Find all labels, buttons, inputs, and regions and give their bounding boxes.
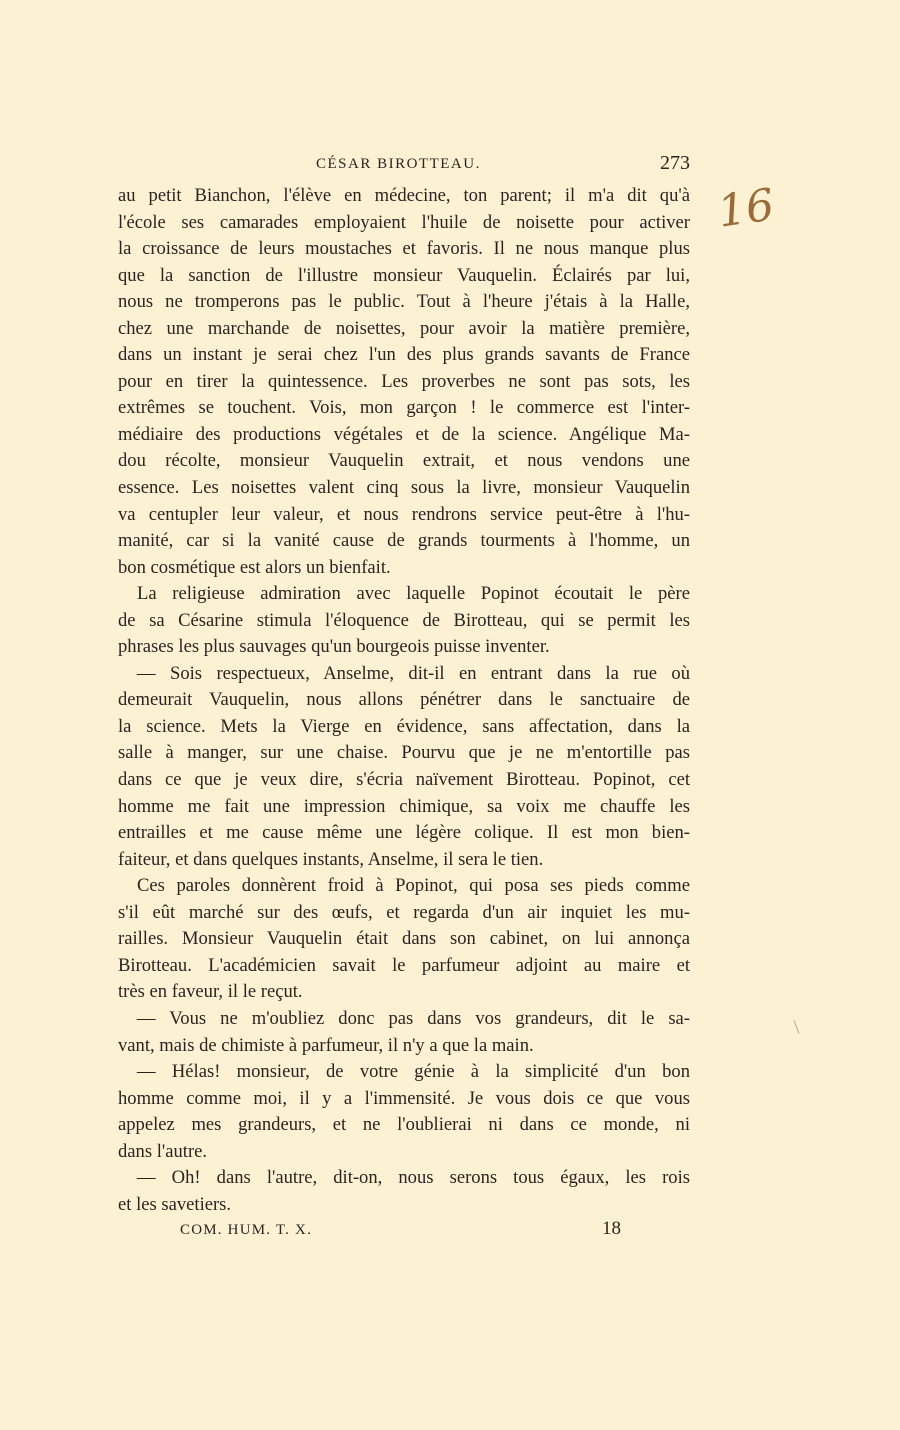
page-number: 273: [660, 152, 690, 174]
running-title: CÉSAR BIROTTEAU.: [316, 156, 481, 172]
text-line: dans l'autre.: [118, 1140, 208, 1162]
page-body-text: [118, 183, 690, 1218]
page-header: [118, 152, 690, 178]
text-line: homme me fait une impression chimique, sa voix me chauffe les: [118, 795, 690, 817]
sheet-number: 18: [602, 1218, 621, 1239]
text-line: vant, mais de chimiste à parfumeur, il n'y a que la main.: [118, 1034, 534, 1056]
text-line: Ces paroles donnèrent froid à Popinot, qui posa ses pieds comme: [137, 875, 690, 897]
text-line: La religieuse admiration avec laquelle Popinot écoutait le père: [137, 583, 690, 605]
text-line: médiaire des productions végétales et de la science. Angélique Ma-: [118, 423, 690, 445]
text-line: appelez mes grandeurs, et ne l'oublierai ni dans ce monde, ni: [118, 1114, 690, 1136]
text-line: — Hélas! monsieur, de votre génie à la simplicité d'un bon: [137, 1061, 690, 1083]
text-line: dou récolte, monsieur Vauquelin extrait, et nous vendons une: [118, 450, 690, 472]
signature-mark: COM. HUM. T. X.: [180, 1222, 313, 1238]
text-line: au petit Bianchon, l'élève en médecine, ton parent; il m'a dit qu'à: [118, 185, 690, 206]
text-line: essence. Les noisettes valent cinq sous la livre, monsieur Vauquelin: [118, 477, 690, 499]
text-line: manité, car si la vanité cause de grands tourments à l'homme, un: [118, 530, 690, 552]
text-line: que la sanction de l'illustre monsieur Vauquelin. Éclairés par lui,: [118, 264, 690, 286]
text-line: très en faveur, il le reçut.: [118, 981, 303, 1003]
text-line: pour en tirer la quintessence. Les proverbes ne sont pas sots, les: [118, 370, 690, 392]
text-line: railles. Monsieur Vauquelin était dans son cabinet, on lui annonça: [118, 928, 690, 950]
text-line: — Vous ne m'oubliez donc pas dans vos grandeurs, dit le sa-: [137, 1007, 690, 1029]
text-line: phrases les plus sauvages qu'un bourgeois puisse inventer.: [118, 636, 550, 658]
text-line: chez une marchande de noisettes, pour avoir la matière première,: [118, 317, 690, 339]
text-line: et les savetiers.: [118, 1193, 232, 1215]
page-footer: [118, 1218, 690, 1244]
text-line: la croissance de leurs moustaches et favoris. Il ne nous manque plus: [118, 238, 690, 260]
text-line: Birotteau. L'académicien savait le parfumeur adjoint au maire et: [118, 954, 690, 976]
text-line: homme comme moi, il y a l'immensité. Je vous dois ce que vous: [118, 1087, 690, 1109]
text-line: la science. Mets la Vierge en évidence, sans affectation, dans la: [118, 715, 690, 737]
text-line: dans un instant je serai chez l'un des plus grands savants de France: [118, 344, 690, 366]
text-line: l'école ses camarades employaient l'huile de noisette pour activer: [118, 211, 690, 233]
text-line: bon cosmétique est alors un bienfait.: [118, 556, 391, 578]
text-line: entrailles et me cause même une légère colique. Il est mon bien-: [118, 822, 690, 844]
text-line: — Sois respectueux, Anselme, dit-il en entrant dans la rue où: [137, 662, 690, 684]
margin-note-text: 16: [714, 179, 778, 238]
handwritten-margin-note: [706, 179, 778, 263]
text-line: dans ce que je veux dire, s'écria naïvement Birotteau. Popinot, cet: [118, 769, 690, 791]
text-line: — Oh! dans l'autre, dit-on, nous serons tous égaux, les rois: [137, 1167, 690, 1189]
text-line: extrêmes se touchent. Vois, mon garçon ! le commerce est l'inter-: [118, 397, 690, 419]
text-line: de sa Césarine stimula l'éloquence de Birotteau, qui se permit les: [118, 609, 690, 631]
text-line: va centupler leur valeur, et nous rendrons service peut-être à l'hu-: [118, 503, 690, 525]
pencil-mark: [794, 1020, 800, 1033]
text-line: salle à manger, sur une chaise. Pourvu que je ne m'entortille pas: [118, 742, 690, 764]
text-line: demeurait Vauquelin, nous allons pénétrer dans le sanctuaire de: [118, 689, 690, 711]
text-line: s'il eût marché sur des œufs, et regarda d'un air inquiet les mu-: [118, 901, 690, 923]
text-line: faiteur, et dans quelques instants, Anselme, il sera le tien.: [118, 848, 544, 870]
text-line: nous ne tromperons pas le public. Tout à l'heure j'étais à la Halle,: [118, 291, 690, 313]
